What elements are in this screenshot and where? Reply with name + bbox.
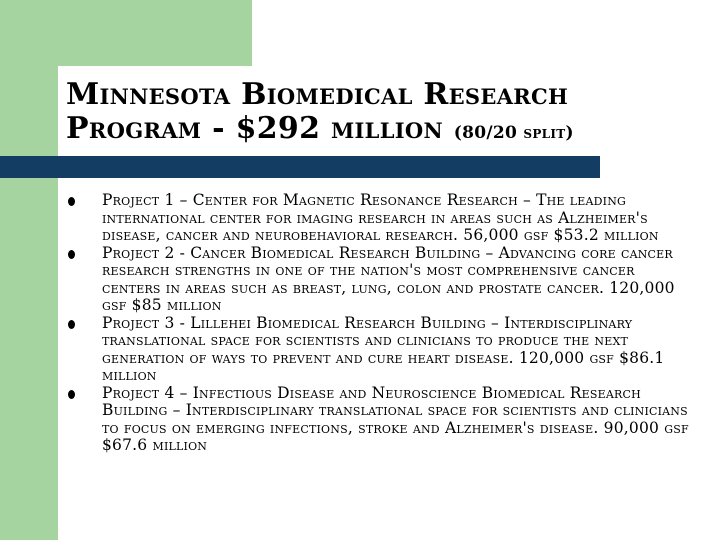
bullet-text: Project 3 - Lillehei Biomedical Research Building – Interdisciplinary translational space for scientists and clinicians to produce the next generation of ways to prevent and cure heart disease. 120,000 gsf $86.1 million xyxy=(102,313,665,384)
bullet-text: Project 1 – Center for Magnetic Resonance Research – The leading international center for imaging research in areas such as Alzheimer's disease, cancer and neurobehavioral research. 56,000 gsf $53.2 million xyxy=(102,191,659,244)
list-item xyxy=(68,385,698,455)
content-panel xyxy=(58,178,720,540)
list-item xyxy=(68,315,698,385)
bullet-text: Project 4 – Infectious Disease and Neuroscience Biomedical Research Building – Interdisciplinary translational space for scientists and clinicians to focus on emerging infections, stroke and Alzheimer's disease. 90,000 gsf $67.6 million xyxy=(102,383,689,454)
title-divider-cap xyxy=(0,156,58,178)
list-item xyxy=(68,245,698,315)
bullet-dot-icon xyxy=(68,250,75,259)
bullet-dot-icon xyxy=(68,197,75,206)
slide-title xyxy=(66,78,574,150)
slide-title-line-2: Program - $292 million xyxy=(66,111,444,146)
bullet-dot-icon xyxy=(68,390,75,399)
title-panel xyxy=(58,66,720,156)
title-divider-bar xyxy=(0,156,600,178)
project-list xyxy=(68,192,698,455)
bullet-text: Project 2 - Cancer Biomedical Research Building – Advancing core cancer research strengths in one of the nation's most comprehensive cancer centers in areas such as breast, lung, colon and prostate cancer. 120,000 gsf $85 million xyxy=(102,243,675,314)
slide-title-line-1: Minnesota Biomedical Research xyxy=(66,77,569,112)
slide-title-split: (80/20 split) xyxy=(453,123,574,143)
bullet-dot-icon xyxy=(68,320,75,329)
list-item xyxy=(68,192,698,245)
